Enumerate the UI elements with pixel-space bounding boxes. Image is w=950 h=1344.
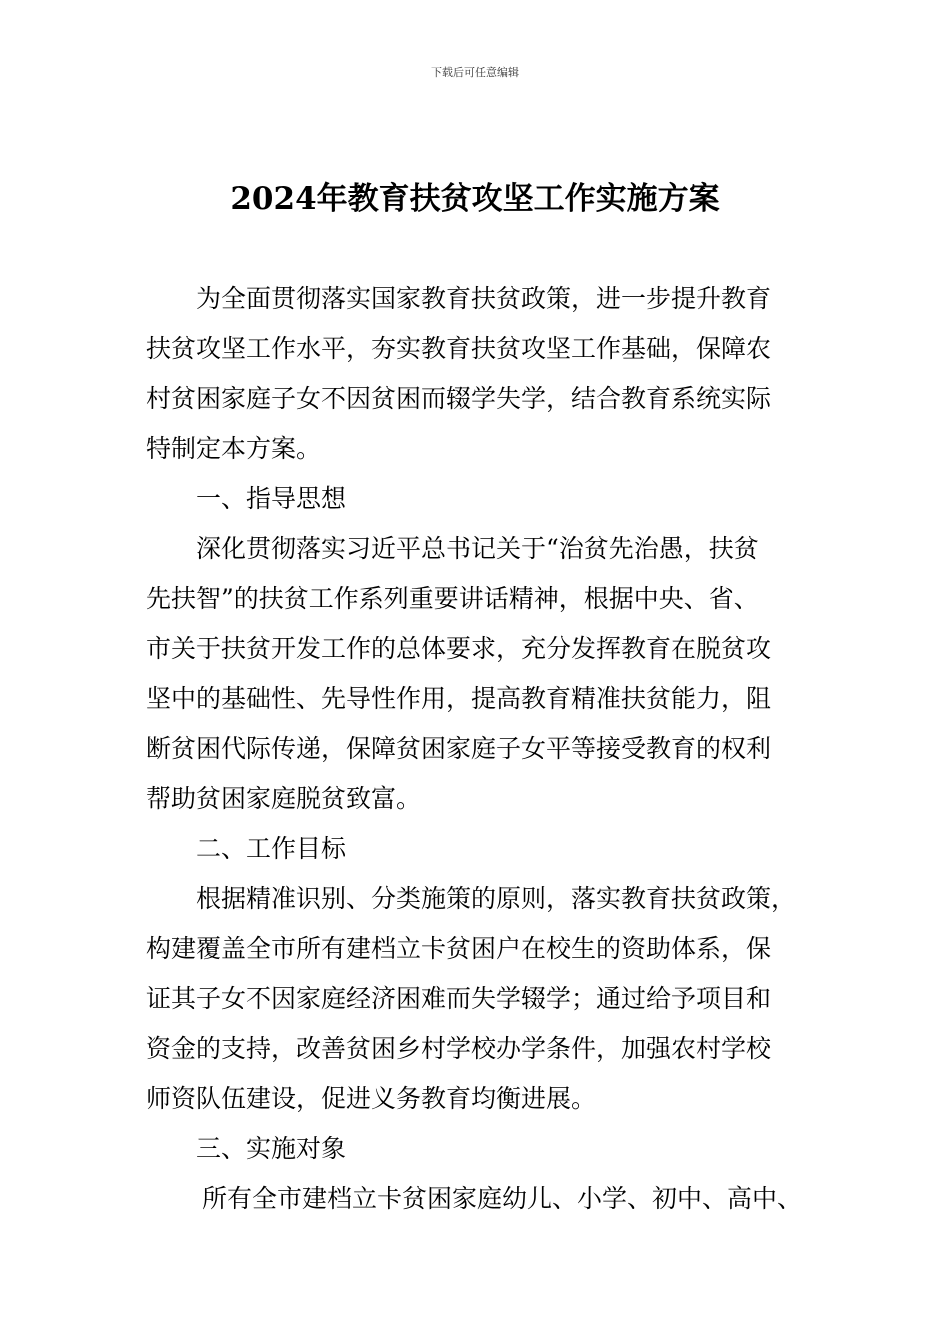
header-note: 下载后可任意编辑 xyxy=(431,66,519,79)
text-line: 扶贫攻坚工作水平，夯实教育扶贫攻坚工作基础，保障农 xyxy=(146,334,772,363)
text-line: 坚中的基础性、先导性作用，提高教育精准扶贫能力，阻 xyxy=(146,684,772,713)
text-line: 所有全市建档立卡贫困家庭幼儿、小学、初中、高中、 xyxy=(202,1184,803,1213)
text-line: 构建覆盖全市所有建档立卡贫困户在校生的资助体系，保 xyxy=(146,934,772,963)
section-heading: 一、指导思想 xyxy=(196,484,347,513)
section-heading: 三、实施对象 xyxy=(196,1134,347,1163)
text-line: 资金的支持，改善贫困乡村学校办学条件，加强农村学校 xyxy=(146,1034,772,1063)
text-line: 根据精准识别、分类施策的原则，落实教育扶贫政策， xyxy=(196,884,797,913)
text-line: 先扶智”的扶贫工作系列重要讲话精神，根据中央、省、 xyxy=(146,584,759,613)
text-line: 证其子女不因家庭经济困难而失学辍学；通过给予项目和 xyxy=(146,984,772,1013)
document-title: 2024年教育扶贫攻坚工作实施方案 xyxy=(230,181,720,217)
text-line: 市关于扶贫开发工作的总体要求，充分发挥教育在脱贫攻 xyxy=(146,634,772,663)
text-line: 深化贯彻落实习近平总书记关于“治贫先治愚，扶贫 xyxy=(196,534,759,563)
text-line: 为全面贯彻落实国家教育扶贫政策，进一步提升教育 xyxy=(196,284,772,313)
document-body xyxy=(146,278,830,1228)
text-line: 断贫困代际传递，保障贫困家庭子女平等接受教育的权利 xyxy=(146,734,772,763)
section-heading: 二、工作目标 xyxy=(196,834,347,863)
text-line: 帮助贫困家庭脱贫致富。 xyxy=(146,784,422,813)
text-line: 特制定本方案。 xyxy=(146,434,322,463)
text-line: 村贫困家庭子女不因贫困而辍学失学，结合教育系统实际 xyxy=(146,384,772,413)
text-line: 师资队伍建设，促进义务教育均衡进展。 xyxy=(146,1084,597,1113)
